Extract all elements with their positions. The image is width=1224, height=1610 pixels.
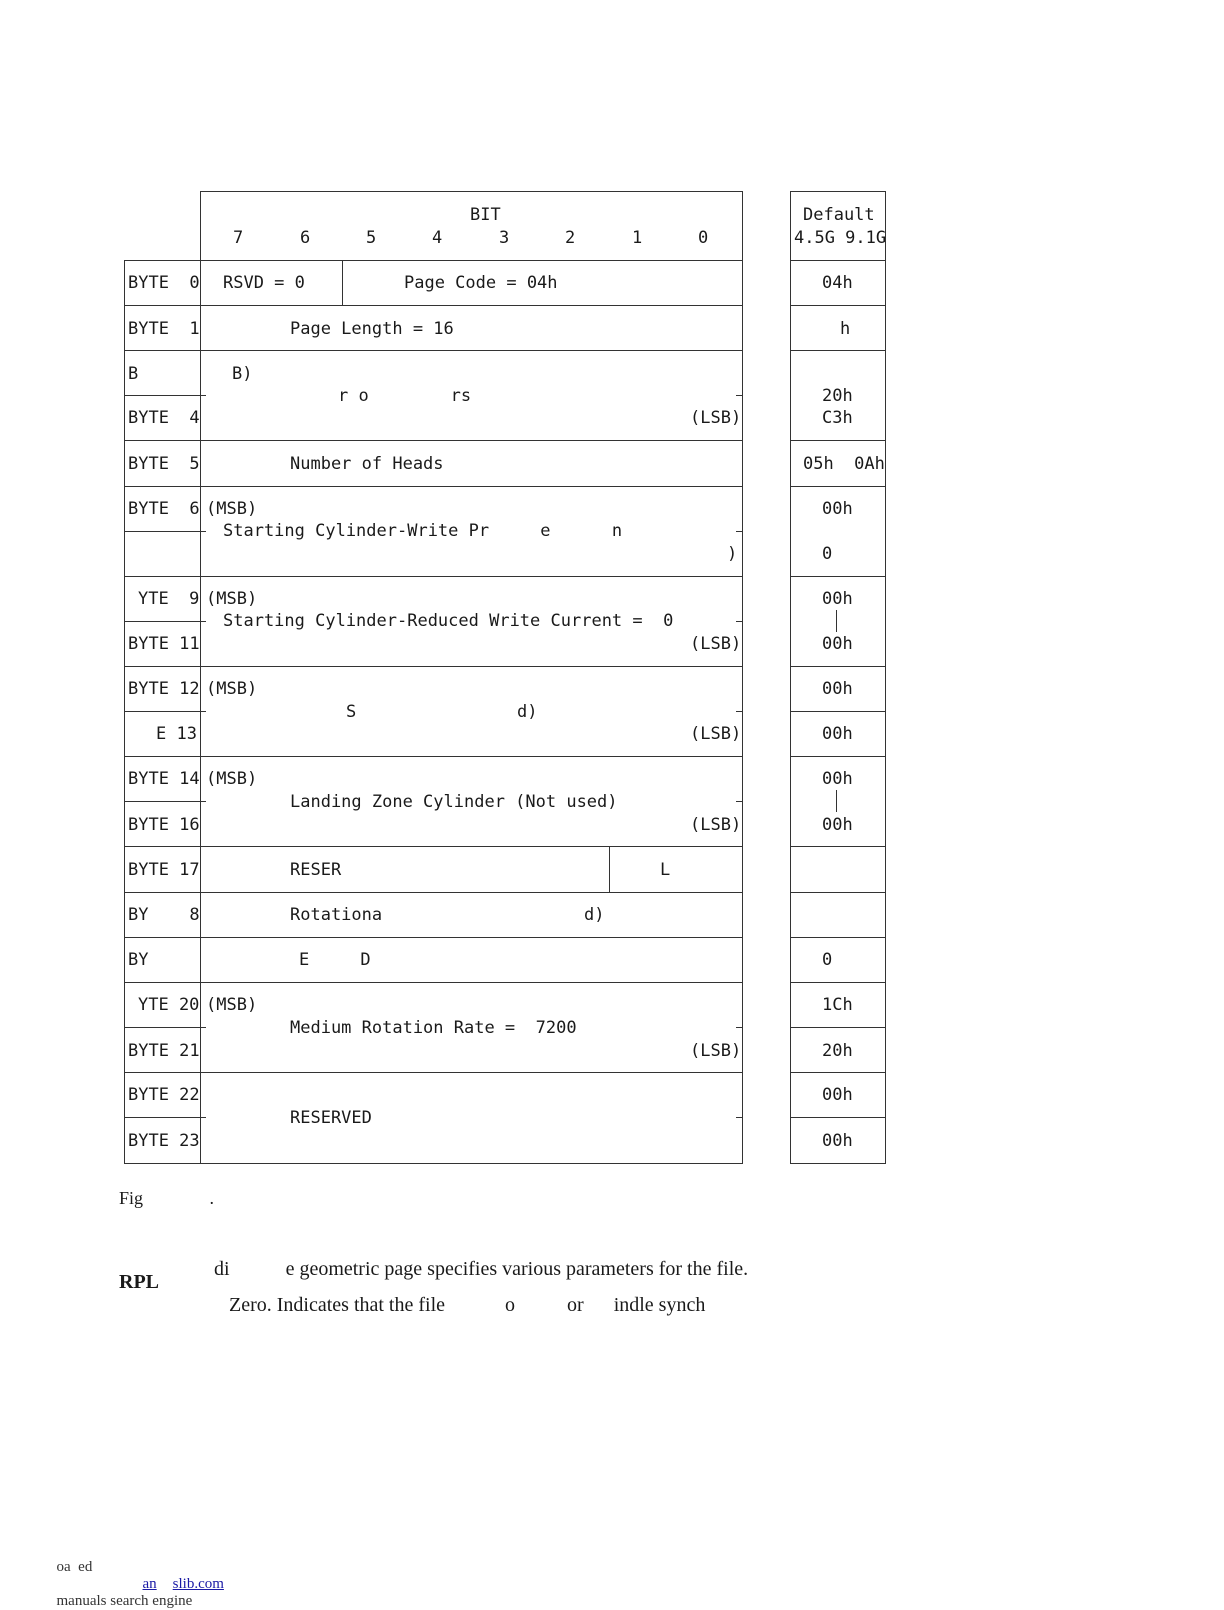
byte-label: BYTE 21: [128, 1041, 200, 1061]
text-fragment: Zero. Indicates that the file: [229, 1294, 446, 1316]
write-precomp-field: Starting Cylinder-Write Pr e n: [223, 521, 623, 541]
default-value: 04h: [822, 273, 853, 293]
text-fragment: e geometric page specifies various parameters for the file.: [285, 1258, 749, 1280]
byte-label: BY: [128, 950, 149, 970]
lsb-marker: (LSB): [690, 408, 742, 428]
default-value: 00h: [822, 724, 853, 744]
default-sizes: 4.5G 9.1G: [794, 228, 887, 248]
caption-prefix: Fig: [119, 1188, 144, 1208]
byte-label: BYTE 1: [128, 319, 200, 339]
byte-label: BYTE 6: [128, 499, 200, 519]
byte-label: BYTE 0: [128, 273, 200, 293]
default-value: 0: [822, 950, 833, 970]
default-value: C3h: [822, 408, 853, 428]
msb-marker: (MSB): [206, 679, 258, 699]
msb-marker: (MSB): [206, 995, 258, 1015]
reserved-field: RESER: [290, 860, 342, 880]
reserved-field: E D: [299, 950, 371, 970]
bit-number-5: 5: [366, 228, 377, 248]
text-fragment: or: [567, 1294, 584, 1316]
reduced-write-current-field: Starting Cylinder-Reduced Write Current = 0: [223, 611, 674, 631]
footer-prefix: oa ed: [56, 1559, 93, 1575]
rpl-term: RPL: [119, 1271, 159, 1293]
field-fragment: d): [584, 905, 605, 925]
lsb-marker: (LSB): [690, 815, 742, 835]
field-fragment: L: [660, 860, 671, 880]
bit-number-7: 7: [233, 228, 244, 248]
msb-marker: (MSB): [206, 499, 258, 519]
footer-link[interactable]: an slib.com: [142, 1576, 224, 1592]
byte-label: E 13: [156, 724, 197, 744]
bit-heading: BIT: [470, 205, 501, 225]
rsvd-field: RSVD = 0: [223, 273, 305, 293]
byte-label: YTE 9: [138, 589, 200, 609]
byte-label: BY 8: [128, 905, 200, 925]
default-value: 00h: [822, 589, 853, 609]
byte-label: BYTE 5: [128, 454, 200, 474]
byte-label: BYTE 23: [128, 1131, 200, 1151]
field-fragment: B): [232, 364, 253, 384]
bit-number-4: 4: [432, 228, 443, 248]
default-value: 00h: [822, 634, 853, 654]
text-fragment: di: [214, 1258, 230, 1280]
field-fragment: S: [346, 702, 357, 722]
rotational-field: Rotationa: [290, 905, 383, 925]
page-footer: [49, 1542, 224, 1610]
footer-suffix: manuals search engine: [56, 1593, 193, 1609]
default-value: 05h 0Ah: [803, 454, 885, 474]
byte-label: BYTE 12: [128, 679, 200, 699]
field-fragment: d): [517, 702, 538, 722]
byte-label: BYTE 22: [128, 1085, 200, 1105]
landing-zone-field: Landing Zone Cylinder (Not used): [290, 792, 618, 812]
bit-number-0: 0: [698, 228, 709, 248]
default-value: 20h: [822, 386, 853, 406]
bit-number-1: 1: [632, 228, 643, 248]
lsb-marker: (LSB): [690, 724, 742, 744]
figure-caption: [119, 1188, 214, 1209]
number-of-heads-field: Number of Heads: [290, 454, 444, 474]
default-value: 00h: [822, 815, 853, 835]
paragraph-line-2: [219, 1271, 705, 1317]
byte-label: BYTE 16: [128, 815, 200, 835]
default-value: 0: [822, 544, 833, 564]
msb-marker: (MSB): [206, 589, 258, 609]
default-value: 00h: [822, 769, 853, 789]
page-length-field: Page Length = 16: [290, 319, 454, 339]
byte-label: BYTE 11: [128, 634, 200, 654]
default-value: 00h: [822, 679, 853, 699]
bit-number-3: 3: [499, 228, 510, 248]
default-value: 00h: [822, 1085, 853, 1105]
default-value: 00h: [822, 499, 853, 519]
lsb-marker: (LSB): [690, 634, 742, 654]
lsb-marker: (LSB): [690, 1041, 742, 1061]
cylinders-field: r o rs: [338, 386, 472, 406]
byte-label: BYTE 4: [128, 408, 200, 428]
default-value: 00h: [822, 1131, 853, 1151]
default-value: h: [840, 319, 851, 339]
default-value: 1Ch: [822, 995, 853, 1015]
bit-number-2: 2: [565, 228, 576, 248]
msb-marker: (MSB): [206, 769, 258, 789]
page-code-field: Page Code = 04h: [404, 273, 558, 293]
byte-label: B: [128, 364, 139, 384]
caption-suffix: .: [209, 1188, 215, 1208]
bit-number-6: 6: [300, 228, 311, 248]
byte-label: YTE 20: [138, 995, 200, 1015]
reserved-field: RESERVED: [290, 1108, 372, 1128]
medium-rotation-rate-field: Medium Rotation Rate = 7200: [290, 1018, 577, 1038]
default-value: 20h: [822, 1041, 853, 1061]
byte-label: BYTE 14: [128, 769, 200, 789]
byte-label: BYTE 17: [128, 860, 200, 880]
text-fragment: indle synch: [613, 1294, 706, 1316]
field-tail: ): [727, 544, 738, 564]
default-heading: Default: [803, 205, 875, 225]
text-fragment: o: [505, 1294, 516, 1316]
